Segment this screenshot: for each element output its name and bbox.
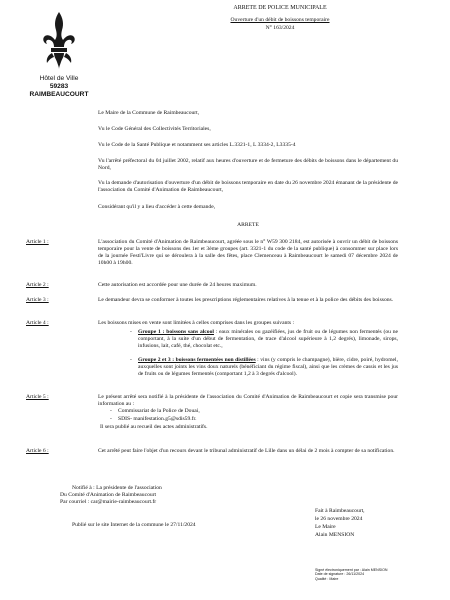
article-5-item-sdis: SDIS- manifestation.g5@sdis59.fr.	[118, 416, 197, 422]
group1-title: Groupe 1 : boissons sans alcool	[138, 329, 214, 335]
bullet-dash: -	[110, 416, 112, 422]
group3-title: Groupe 2 et 3 : boissons fermentées non distillées	[138, 357, 256, 363]
fleur-de-lis-logo	[42, 10, 76, 70]
notification-line1: Notifié à : La présidente de l'association	[72, 485, 162, 491]
decree-subject-text: Ouverture d'un débit de boissons temporaire	[230, 17, 330, 23]
article-3-text: Le demandeur devra se conformer à toutes les prescriptions réglementaires relatives à la tenue et à la police des débits des boissons.	[98, 297, 394, 303]
mayor-line: Le Maire de la Commune de Raimbeaucourt,	[98, 110, 200, 116]
article-2-label: Article 2 :	[26, 282, 49, 288]
article-4-group3	[138, 357, 398, 378]
considerant: Considérant qu'il y a lieu d'accéder à cette demande,	[98, 204, 216, 210]
bullet-dash: -	[110, 408, 112, 414]
town-hall-name: Hôtel de Ville	[39, 75, 79, 82]
group1-text: : eaux minérales ou gazéifiées, jus de fruit ou de légumes non fermentés (ou ne comportant, à la suite d'un début de fermentation, de trace d'alcool supérieure à 1,2 degrés), limonade, sirops, infusions, lait, café, thé, chocolat etc.,	[138, 329, 399, 349]
electronic-signature-block	[315, 568, 445, 581]
group3-text: : vins (y compris le champagne), bière, cidre, poiré, hydromel, auxquelles sont joints les vins doux naturels (bénéficiant du régime fiscal), ainsi que les crèmes de cassis et les jus de fruits ou de légumes fermentés (comportant 1,2 à 3 degrés d'alcool).	[138, 357, 398, 377]
article-6-text: Cet arrêté peut faire l'objet d'un recours devant le tribunal administratif de Lille dans un délai de 2 mois à compter de sa notification.	[98, 448, 395, 454]
article-4-intro: Les boissons mises en vente sont limitées à celles comprises dans les groupes suivants :	[98, 320, 295, 326]
bullet-dash: -	[130, 329, 132, 335]
bullet-dash: -	[130, 357, 132, 363]
article-1-label: Article 1 :	[26, 239, 49, 245]
published-line: Publié sur le site Internet de la commune le 27/11/2024	[72, 522, 196, 528]
vu-demande: Vu la demande d'autorisation d'ouverture d'un débit de boissons temporaire en date du 26 novembre 2024 émanant de la présidente de l'association du Comité d'Animation de Raimbeaucourt,	[98, 180, 398, 193]
arrete-heading: ARRETE	[237, 222, 259, 228]
decree-number: N° 163/2024	[265, 25, 295, 31]
decree-subject	[180, 17, 380, 24]
article-1-text: L'association du Comité d'Animation de Raimbeaucourt, agréée sous le n° W59 300 2184, est autorisée à ouvrir un débit de boissons temporaire pour la vente de boissons des 1er et 3ème groupes (art. 3321-1 du code de la santé publique) à consommer sur place lors de la journée Festi'Livre qui se déroulera à la salle des fêtes, place Clemenceau à Raimbeaucourt le samedi 07 décembre 2024 de 10h00 à 19h00.	[98, 239, 398, 266]
decree-title: ARRETE DE POLICE MUNICIPALE	[233, 5, 327, 11]
article-5-item-police: Commissariat de la Police de Douai,	[118, 408, 200, 414]
signature-date: le 26 novembre 2024	[315, 516, 363, 522]
signature-name: Alain MENSION	[315, 532, 355, 538]
town-hall-address: 59283 RAIMBEAUCOURT	[29, 83, 89, 98]
article-2-text: Cette autorisation est accordée pour une durée de 24 heures maximum.	[98, 282, 257, 288]
esign-quality: Qualité : Maire	[315, 576, 339, 581]
signature-place: Fait à Raimbeaucourt,	[315, 508, 365, 514]
vu-arrete-prefectoral: Vu l'arrêté préfectoral du 04 juillet 2002, relatif aux heures d'ouverture et de fermeture des débits de boissons dans le département du Nord,	[98, 158, 398, 171]
signature-role: Le Maire	[315, 524, 336, 530]
article-6-label: Article 6 :	[26, 448, 49, 454]
article-3-label: Article 3 :	[26, 297, 49, 303]
vu-csp: Vu le Code de la Santé Publique et notamment ses articles L.3321-1, L 3334-2, L3335-4	[98, 142, 296, 148]
esign-date: Date de signature : 26/11/2024	[315, 572, 365, 577]
vu-cgct: Vu le Code Général des Collectivités Territoriales,	[98, 126, 211, 132]
article-5-footer: Il sera publié au recueil des actes administratifs.	[100, 424, 208, 430]
article-5-text: Le présent arrêté sera notifié à la présidente de l'association du Comité d'Animation de Raimbeaucourt et copie sera transmise pour information au :	[98, 394, 398, 407]
notification-line2: Du Comité d'Animation de Raimbeaucourt	[60, 492, 157, 498]
article-5-label: Article 5 :	[26, 394, 49, 400]
esign-signed-by: Signé électroniquement par : Alain MENSION	[315, 568, 388, 572]
article-4-label: Article 4 :	[26, 320, 49, 326]
town-hall-block	[22, 75, 96, 99]
article-4-group1	[138, 329, 398, 350]
notification-email: Par courriel : car@mairie-raimbeaucourt.fr	[60, 499, 157, 505]
